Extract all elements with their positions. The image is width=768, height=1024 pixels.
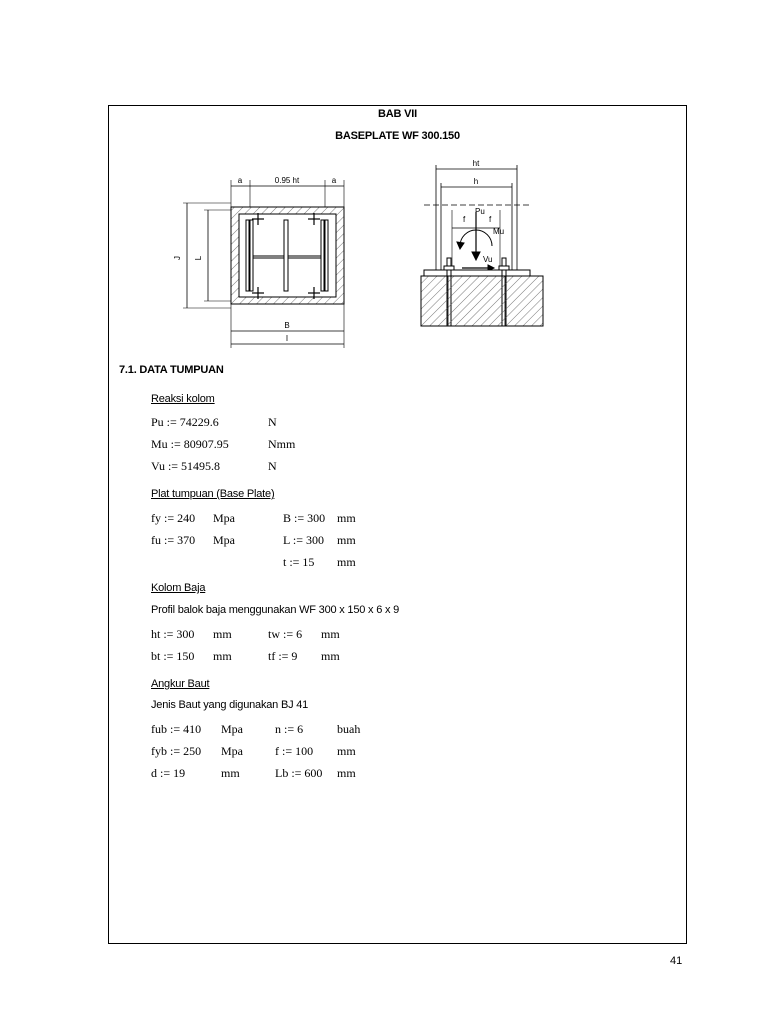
dim-I: I bbox=[285, 334, 289, 343]
vu-expr: Vu := 51495.8 bbox=[151, 459, 221, 473]
reaksi-heading: Reaksi kolom bbox=[151, 393, 215, 405]
l-expr: L := 300 bbox=[283, 533, 324, 547]
lb-unit: mm bbox=[337, 766, 356, 780]
page-number: 41 bbox=[670, 955, 683, 967]
fy-expr: fy := 240 bbox=[151, 511, 196, 525]
dim-J: J bbox=[173, 256, 182, 260]
fub-expr: fub := 410 bbox=[151, 722, 202, 736]
bt-unit: mm bbox=[213, 649, 232, 663]
label-mu: Mu bbox=[493, 227, 505, 236]
l-unit: mm bbox=[337, 533, 356, 547]
kolom-heading: Kolom Baja bbox=[151, 582, 206, 594]
label-f-left: f bbox=[463, 215, 466, 224]
n-expr: n := 6 bbox=[275, 722, 304, 736]
tf-unit: mm bbox=[321, 649, 340, 663]
lb-expr: Lb := 600 bbox=[275, 766, 323, 780]
plan-view bbox=[183, 180, 344, 348]
angkur-heading: Angkur Baut bbox=[151, 678, 210, 690]
dim-h: h bbox=[473, 177, 479, 186]
ht-unit: mm bbox=[213, 627, 232, 641]
t-expr: t := 15 bbox=[283, 555, 315, 569]
fu-expr: fu := 370 bbox=[151, 533, 196, 547]
kolom-desc: Profil balok baja menggunakan WF 300 x 150 x 6 x 9 bbox=[151, 604, 400, 616]
angkur-desc: Jenis Baut yang digunakan BJ 41 bbox=[151, 699, 309, 711]
b-unit: mm bbox=[337, 511, 356, 525]
dim-a-right: a bbox=[331, 176, 337, 185]
fub-unit: Mpa bbox=[221, 722, 243, 736]
vu-unit: N bbox=[268, 459, 277, 473]
baseplate-figure bbox=[0, 0, 768, 360]
n-unit: buah bbox=[337, 722, 361, 736]
ht-expr: ht := 300 bbox=[151, 627, 195, 641]
dim-ht: ht bbox=[472, 159, 480, 168]
label-f-right: f bbox=[489, 215, 492, 224]
fy-unit: Mpa bbox=[213, 511, 235, 525]
t-unit: mm bbox=[337, 555, 356, 569]
d-expr: d := 19 bbox=[151, 766, 186, 780]
label-pu: Pu bbox=[475, 207, 485, 216]
dim-095ht: 0.95 ht bbox=[274, 176, 300, 185]
label-vu: Vu bbox=[483, 255, 493, 264]
fyb-unit: Mpa bbox=[221, 744, 243, 758]
d-unit: mm bbox=[221, 766, 240, 780]
pu-unit: N bbox=[268, 415, 277, 429]
plat-heading: Plat tumpuan (Base Plate) bbox=[151, 488, 275, 500]
chapter-heading: BAB VII bbox=[378, 108, 417, 120]
bt-expr: bt := 150 bbox=[151, 649, 195, 663]
fyb-expr: fyb := 250 bbox=[151, 744, 202, 758]
f-expr: f := 100 bbox=[275, 744, 314, 758]
tw-unit: mm bbox=[321, 627, 340, 641]
mu-expr: Mu := 80907.95 bbox=[151, 437, 229, 451]
section-title: 7.1. DATA TUMPUAN bbox=[119, 364, 224, 376]
page-title: BASEPLATE WF 300.150 bbox=[335, 130, 460, 142]
dim-a-left: a bbox=[237, 176, 243, 185]
mu-unit: Nmm bbox=[268, 437, 296, 451]
dim-L: L bbox=[194, 255, 203, 261]
b-expr: B := 300 bbox=[283, 511, 326, 525]
elevation-view bbox=[421, 165, 543, 326]
pu-expr: Pu := 74229.6 bbox=[151, 415, 219, 429]
fu-unit: Mpa bbox=[213, 533, 235, 547]
dim-B: B bbox=[284, 321, 290, 330]
tw-expr: tw := 6 bbox=[268, 627, 303, 641]
tf-expr: tf := 9 bbox=[268, 649, 298, 663]
f-unit: mm bbox=[337, 744, 356, 758]
